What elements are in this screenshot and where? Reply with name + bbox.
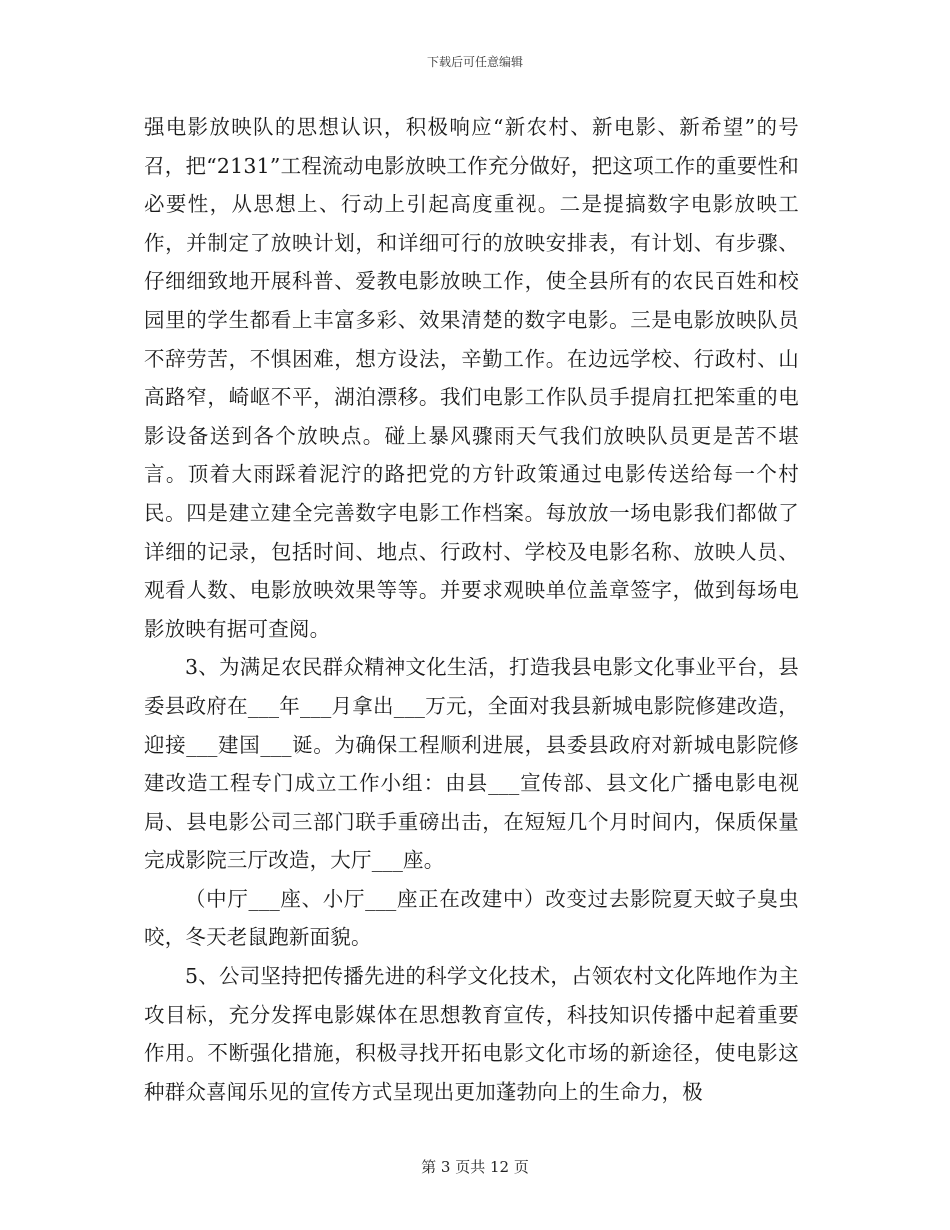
paragraph-note: （中厅___座、小厅___座正在改建中）改变过去影院夏天蚊子臭虫咬，冬天老鼠跑新面貌。 (144, 886, 799, 950)
paragraph-item-5: 5、公司坚持把传播先进的科学文化技术，占领农村文化阵地作为主攻目标，充分发挥电影媒体在思想教育宣传，科技知识传播中起着重要作用。不断强化措施，积极寻找开拓电影文化市场的新途径，使电影这种群众喜闻乐见的宣传方式呈现出更加蓬勃向上的生命力，极 (144, 964, 799, 1104)
page-number: 第 3 页共 12 页 (421, 1158, 529, 1176)
paragraph-item-3: 3、为满足农民群众精神文化生活，打造我县电影文化事业平台，县委县政府在___年___月拿出___万元，全面对我县新城电影院修建改造，迎接___建国___诞。为确保工程顺利进展，县委县政府对新城电影院修建改造工程专门成立工作小组：由县___宣传部、县文化广播电影电视局、县电影公司三部门联手重磅出击，在短短几个月时间内，保质保量完成影院三厅改造，大厅___座。 (144, 655, 799, 873)
page-header: 下载后可任意编辑 (426, 55, 523, 69)
document-body (144, 108, 799, 1111)
paragraph-continuation: 强电影放映队的思想认识，积极响应“新农村、新电影、新希望”的号召，把“2131”工程流动电影放映工作充分做好，把这项工作的重要性和必要性，从思想上、行动上引起高度重视。二是提搞数字电影放映工作，并制定了放映计划，和详细可行的放映安排表，有计划、有步骤、仔细细致地开展科普、爱教电影放映工作，使全县所有的农民百姓和校园里的学生都看上丰富多彩、效果清楚的数字电影。三是电影放映队员不辞劳苦，不惧困难，想方设法，辛勤工作。在边远学校、行政村、山高路窄，崎岖不平，湖泊漂移。我们电影工作队员手提肩扛把笨重的电影设备送到各个放映点。碰上暴风骤雨天气我们放映队员更是苦不堪言。顶着大雨踩着泥泞的路把党的方针政策通过电影传送给每一个村民。四是建立建全完善数字电影工作档案。每放放一场电影我们都做了详细的记录，包括时间、地点、行政村、学校及电影名称、放映人员、观看人数、电影放映效果等等。并要求观映单位盖章签字，做到每场电影放映有据可查阅。 (144, 115, 799, 641)
